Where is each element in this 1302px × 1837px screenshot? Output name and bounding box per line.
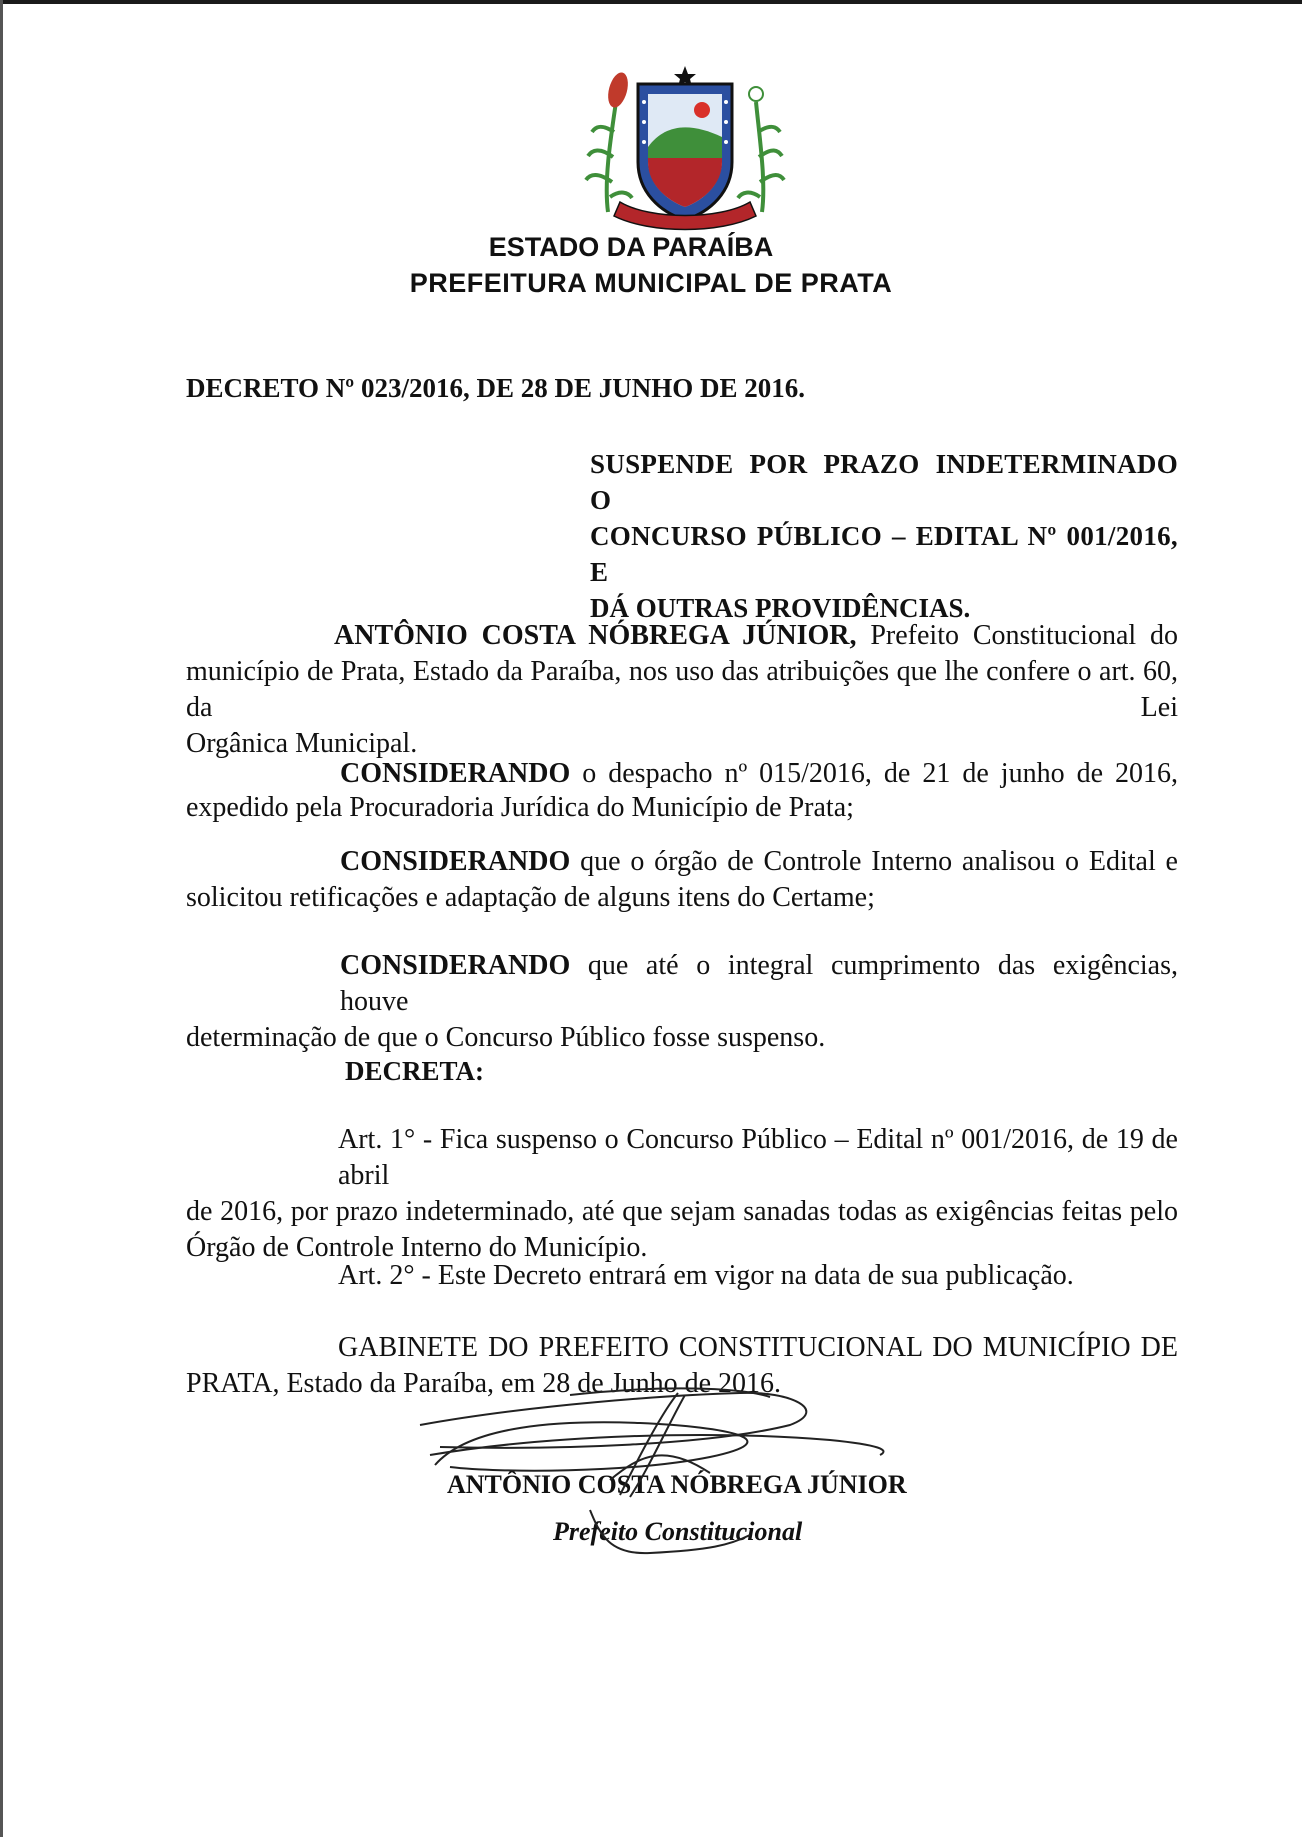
article-1-line-3: Órgão de Controle Interno do Município.: [186, 1232, 648, 1263]
consideration-3: [186, 948, 1178, 1056]
closing-line-1: GABINETE DO PREFEITO CONSTITUCIONAL DO MUNICÍPIO DE: [338, 1332, 1178, 1363]
consideration-line: [186, 844, 1178, 880]
consideration-text: que até o integral cumprimento das exigências, houve: [340, 950, 1178, 1017]
consideration-line: [186, 948, 1178, 1020]
consideration-2: [186, 844, 1178, 916]
considerando-keyword: CONSIDERANDO: [340, 846, 571, 877]
ementa-line: CONCURSO PÚBLICO – EDITAL Nº 001/2016, E: [590, 521, 1178, 587]
ementa-line: SUSPENDE POR PRAZO INDETERMINADO O: [590, 449, 1178, 515]
decreta-label: DECRETA:: [345, 1056, 485, 1086]
consideration-1: [186, 756, 1178, 826]
header-state: ESTADO DA PARAÍBA: [488, 232, 774, 262]
article-1: [186, 1122, 1178, 1266]
preamble-line-3: Orgânica Municipal.: [186, 728, 418, 759]
ementa-line: DÁ OUTRAS PROVIDÊNCIAS.: [590, 593, 971, 623]
decree-title: DECRETO Nº 023/2016, DE 28 DE JUNHO DE 2016.: [186, 373, 805, 403]
preamble-line-2: município de Prata, Estado da Paraíba, nos uso das atribuições que lhe confere o art. 60, da Lei: [186, 656, 1178, 723]
signatory-name: ANTÔNIO COSTA NÓBREGA JÚNIOR: [447, 1470, 907, 1499]
article-1-line-1: Art. 1° - Fica suspenso o Concurso Público – Edital nº 001/2016, de 19 de abril: [338, 1124, 1178, 1191]
consideration-line: determinação de que o Concurso Público fosse suspenso.: [186, 1022, 826, 1053]
header-municipality: PREFEITURA MUNICIPAL DE PRATA: [409, 268, 893, 298]
mayor-name: ANTÔNIO COSTA NÓBREGA JÚNIOR,: [334, 620, 857, 651]
consideration-line: expedido pela Procuradoria Jurídica do Município de Prata;: [186, 792, 854, 823]
decree-ementa: [590, 446, 1178, 626]
considerando-keyword: CONSIDERANDO: [340, 950, 571, 981]
preamble-line-1-rest: Prefeito Constitucional do: [856, 620, 1178, 651]
article-2: Art. 2° - Este Decreto entrará em vigor na data de sua publicação.: [338, 1260, 1074, 1291]
article-1-line-2: de 2016, por prazo indeterminado, até que sejam sanadas todas as exigências feitas pelo: [186, 1196, 1178, 1227]
scan-border-top: [0, 0, 1302, 4]
considerando-keyword: CONSIDERANDO: [340, 758, 571, 789]
consideration-text: o despacho nº 015/2016, de 21 de junho de 2016,: [570, 758, 1178, 789]
consideration-line: solicitou retificações e adaptação de alguns itens do Certame;: [186, 882, 875, 913]
closing-line-2: PRATA, Estado da Paraíba, em 28 de Junho de 2016.: [186, 1368, 781, 1399]
coat-of-arms-emblem: [580, 62, 790, 232]
preamble-line-1: [186, 618, 1178, 654]
signatory-role: Prefeito Constitucional: [553, 1517, 803, 1546]
preamble-paragraph: [186, 618, 1178, 762]
consideration-line: [186, 756, 1178, 792]
consideration-text: que o órgão de Controle Interno analisou o Edital e: [570, 846, 1178, 877]
handwritten-signature: [410, 1385, 930, 1565]
